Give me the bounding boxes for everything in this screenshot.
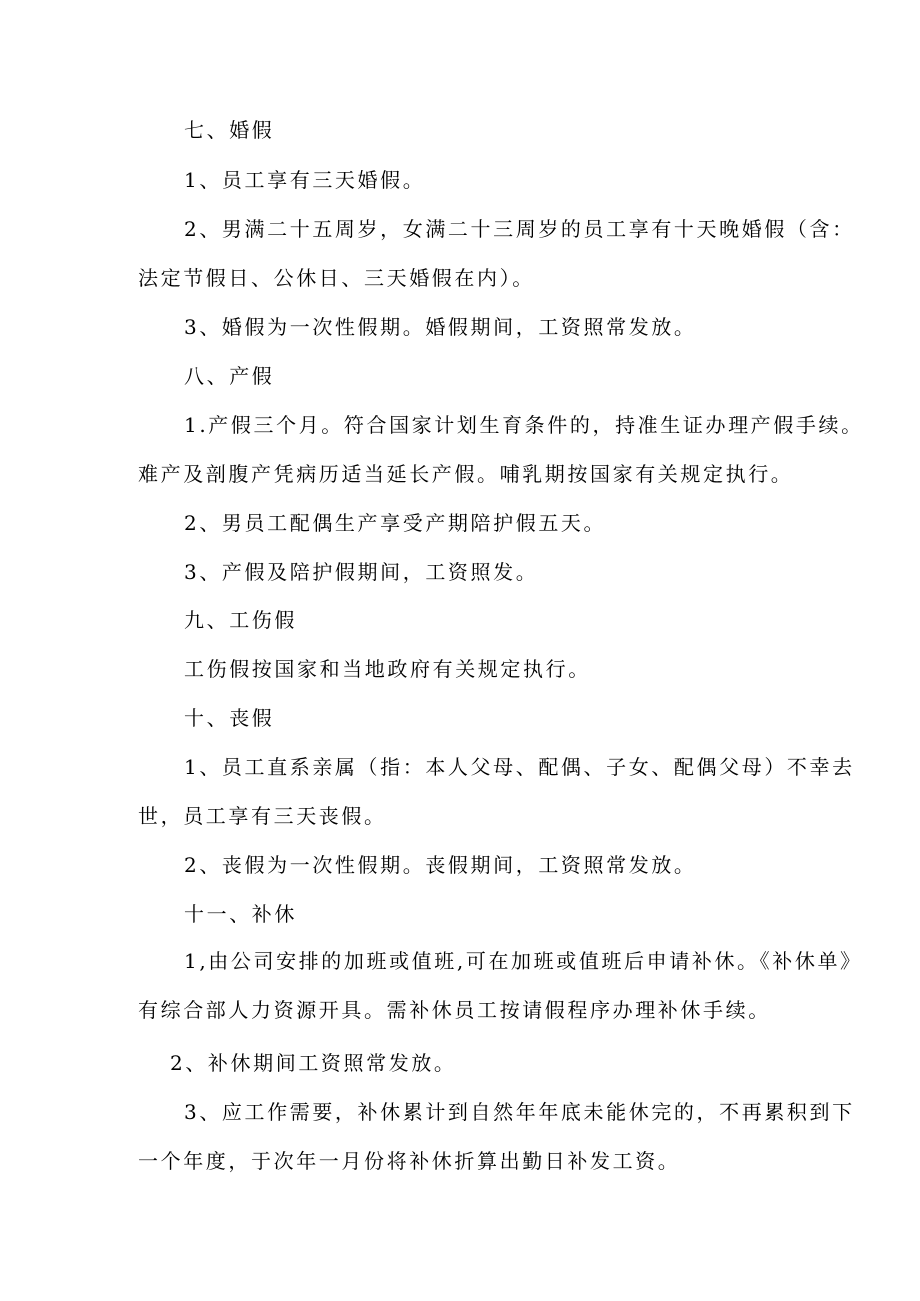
paragraph-line: 2、男员工配偶生产享受产期陪护假五天。 bbox=[184, 511, 607, 535]
paragraph-line: 一个年度，于次年一月份将补休折算出勤日补发工资。 bbox=[138, 1149, 681, 1173]
section-heading-work-injury-leave: 九、工伤假 bbox=[184, 608, 297, 632]
section-heading-compensatory-leave: 十一、补休 bbox=[184, 902, 297, 926]
paragraph-line: 1、员工直系亲属（指：本人父母、配偶、子女、配偶父母）不幸去 bbox=[184, 755, 855, 779]
paragraph-line: 1、员工享有三天婚假。 bbox=[184, 168, 426, 192]
paragraph-line: 有综合部人力资源开具。需补休员工按请假程序办理补休手续。 bbox=[138, 998, 771, 1022]
paragraph-line: 法定节假日、公休日、三天婚假在内）。 bbox=[138, 266, 535, 290]
paragraph-line: 2、丧假为一次性假期。丧假期间，工资照常发放。 bbox=[184, 853, 697, 877]
paragraph-line: 3、应工作需要，补休累计到自然年年底未能休完的，不再累积到下 bbox=[184, 1100, 855, 1124]
section-heading-marriage-leave: 七、婚假 bbox=[184, 118, 275, 142]
section-heading-bereavement-leave: 十、丧假 bbox=[184, 706, 275, 730]
paragraph-line: 2、男满二十五周岁，女满二十三周岁的员工享有十天晚婚假（含： bbox=[184, 217, 855, 241]
paragraph-line: 3、婚假为一次性假期。婚假期间，工资照常发放。 bbox=[184, 315, 697, 339]
paragraph-line: 1.产假三个月。符合国家计划生育条件的，持准生证办理产假手续。 bbox=[184, 413, 864, 437]
paragraph-line: 2、补休期间工资照常发放。 bbox=[170, 1051, 457, 1075]
paragraph-line: 3、产假及陪护假期间，工资照发。 bbox=[184, 560, 539, 584]
paragraph-line: 1,由公司安排的加班或值班,可在加班或值班后申请补休。《补休单》 bbox=[184, 949, 863, 973]
section-heading-maternity-leave: 八、产假 bbox=[184, 364, 275, 388]
paragraph-line: 世，员工享有三天丧假。 bbox=[138, 804, 387, 828]
paragraph-line: 工伤假按国家和当地政府有关规定执行。 bbox=[184, 657, 591, 681]
paragraph-line: 难产及剖腹产凭病历适当延长产假。哺乳期按国家有关规定执行。 bbox=[138, 462, 794, 486]
